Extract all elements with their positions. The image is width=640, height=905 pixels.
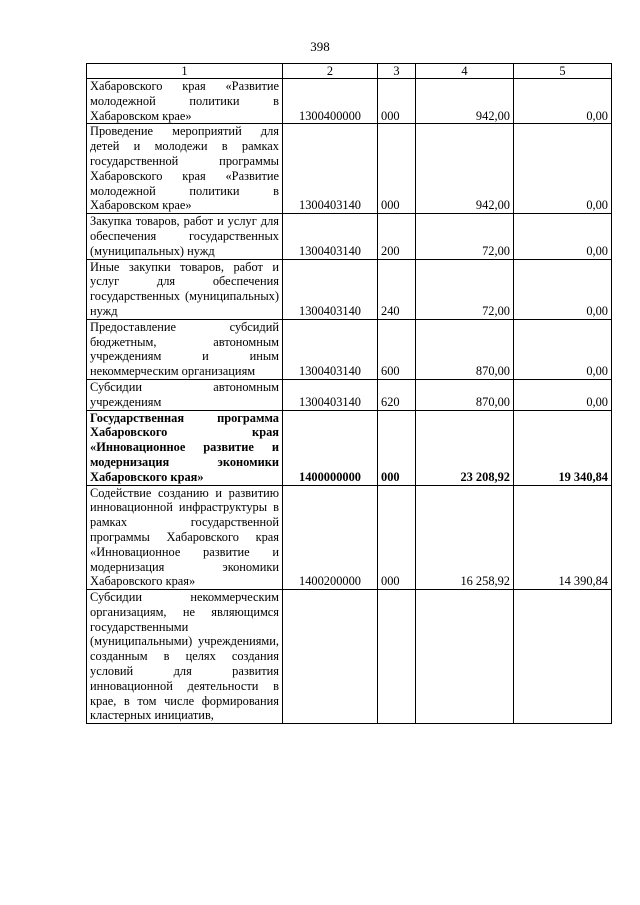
row-code-cell: 1300403140 — [283, 214, 378, 259]
row-name-cell: Иные закупки товаров, работ и услуг для обеспечения государственных (муниципальных) нужд — [87, 259, 283, 319]
row-expense-type-cell: 000 — [378, 124, 416, 214]
row-amount-2-cell: 0,00 — [514, 124, 612, 214]
row-code-cell: 1300400000 — [283, 79, 378, 124]
column-header-5: 5 — [514, 64, 612, 79]
table-row — [87, 379, 612, 410]
row-code-cell: 1400200000 — [283, 485, 378, 590]
row-expense-type-cell: 600 — [378, 319, 416, 379]
table-row — [87, 124, 612, 214]
row-name-cell: Проведение мероприятий для детей и молодежи в рамках государственной программы Хабаровского края «Развитие молодежной политики в Хабаровском крае» — [87, 124, 283, 214]
row-amount-1-cell — [416, 590, 514, 724]
row-code-cell: 1300403140 — [283, 319, 378, 379]
table-header-row — [87, 64, 612, 79]
row-expense-type-cell — [378, 590, 416, 724]
row-amount-1-cell: 72,00 — [416, 259, 514, 319]
row-expense-type-cell: 240 — [378, 259, 416, 319]
row-name-cell: Предоставление субсидий бюджетным, автономным учреждениям и иным некоммерческим организациям — [87, 319, 283, 379]
row-amount-2-cell: 0,00 — [514, 79, 612, 124]
row-code-cell — [283, 590, 378, 724]
row-amount-1-cell: 16 258,92 — [416, 485, 514, 590]
row-code-cell: 1300403140 — [283, 379, 378, 410]
table-row — [87, 485, 612, 590]
row-amount-2-cell — [514, 590, 612, 724]
table-row — [87, 319, 612, 379]
table-row — [87, 79, 612, 124]
row-name-cell: Закупка товаров, работ и услуг для обеспечения государственных (муниципальных) нужд — [87, 214, 283, 259]
row-name-cell: Государственная программа Хабаровского края «Инновационное развитие и модернизация экономики Хабаровского края» — [87, 410, 283, 485]
row-expense-type-cell: 000 — [378, 410, 416, 485]
row-amount-2-cell: 0,00 — [514, 259, 612, 319]
table-row — [87, 214, 612, 259]
row-amount-2-cell: 19 340,84 — [514, 410, 612, 485]
row-amount-1-cell: 942,00 — [416, 124, 514, 214]
row-name-cell: Субсидии автономным учреждениям — [87, 379, 283, 410]
row-amount-1-cell: 72,00 — [416, 214, 514, 259]
row-amount-1-cell: 942,00 — [416, 79, 514, 124]
row-amount-1-cell: 870,00 — [416, 319, 514, 379]
row-amount-2-cell: 0,00 — [514, 214, 612, 259]
row-name-cell: Хабаровского края «Развитие молодежной политики в Хабаровском крае» — [87, 79, 283, 124]
row-amount-2-cell: 14 390,84 — [514, 485, 612, 590]
row-amount-1-cell: 870,00 — [416, 379, 514, 410]
row-name-cell: Содействие созданию и развитию инновационной инфраструктуры в рамках государственной программы Хабаровского края «Инновационное развитие и модернизация экономики Хабаровского края» — [87, 485, 283, 590]
row-expense-type-cell: 000 — [378, 485, 416, 590]
row-code-cell: 1300403140 — [283, 124, 378, 214]
row-name-cell: Субсидии некоммерческим организациям, не являющимся государственными (муниципальными) учреждениями, созданным в целях создания условий для развития инновационной деятельности в крае, в том числе формирования кластерных инициатив, — [87, 590, 283, 724]
page-number: 398 — [310, 39, 330, 54]
table-row-program-total — [87, 410, 612, 485]
row-code-cell: 1400000000 — [283, 410, 378, 485]
column-header-1: 1 — [87, 64, 283, 79]
row-code-cell: 1300403140 — [283, 259, 378, 319]
column-header-4: 4 — [416, 64, 514, 79]
table-row — [87, 259, 612, 319]
row-amount-1-cell: 23 208,92 — [416, 410, 514, 485]
table-row — [87, 590, 612, 724]
row-expense-type-cell: 620 — [378, 379, 416, 410]
row-amount-2-cell: 0,00 — [514, 379, 612, 410]
column-header-3: 3 — [378, 64, 416, 79]
budget-table — [86, 63, 612, 724]
row-expense-type-cell: 200 — [378, 214, 416, 259]
row-amount-2-cell: 0,00 — [514, 319, 612, 379]
column-header-2: 2 — [283, 64, 378, 79]
row-expense-type-cell: 000 — [378, 79, 416, 124]
